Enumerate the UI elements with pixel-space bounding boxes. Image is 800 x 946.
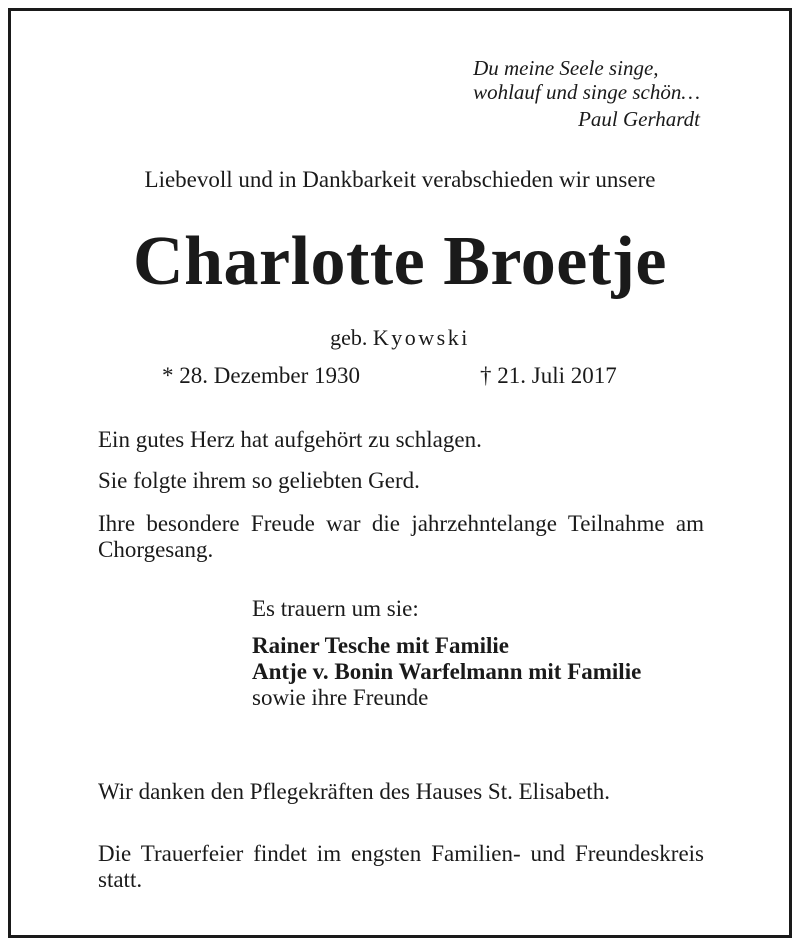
deceased-name: Charlotte Broetje [133,223,667,300]
mourners-heading: Es trauern um sie: [252,596,419,621]
death-date: † 21. Juli 2017 [480,363,617,388]
mourner-family: Rainer Tesche mit Familie [252,633,510,658]
maiden-name: Kyowski [372,325,470,350]
epigraph-line: Du meine Seele singe, [473,56,659,80]
birth-date: * 28. Dezember 1930 [162,363,360,388]
paragraph: Ihre besondere Freude war die jahrzehntelange Teilnahme am Chorgesang. [98,511,704,562]
maiden-prefix: geb. [330,325,368,350]
epigraph [473,56,700,131]
epigraph-author: Paul Gerhardt [578,107,700,131]
mourners-friends: sowie ihre Freunde [252,685,429,710]
maiden-name-line [0,325,800,351]
epigraph-line: wohlauf und singe schön… [473,80,700,104]
funeral-info: Die Trauerfeier findet im engsten Familien- und Freundeskreis statt. [98,841,704,892]
paragraph: Sie folgte ihrem so geliebten Gerd. [98,468,420,493]
paragraph: Ein gutes Herz hat aufgehört zu schlagen. [98,427,482,452]
thanks-text: Wir danken den Pflegekräften des Hauses St. Elisabeth. [98,779,610,804]
mourner-family: Antje v. Bonin Warfelmann mit Familie [252,659,642,684]
intro-text: Liebevoll und in Dankbarkeit verabschieden wir unsere [144,167,656,192]
mourners-block [252,596,672,711]
